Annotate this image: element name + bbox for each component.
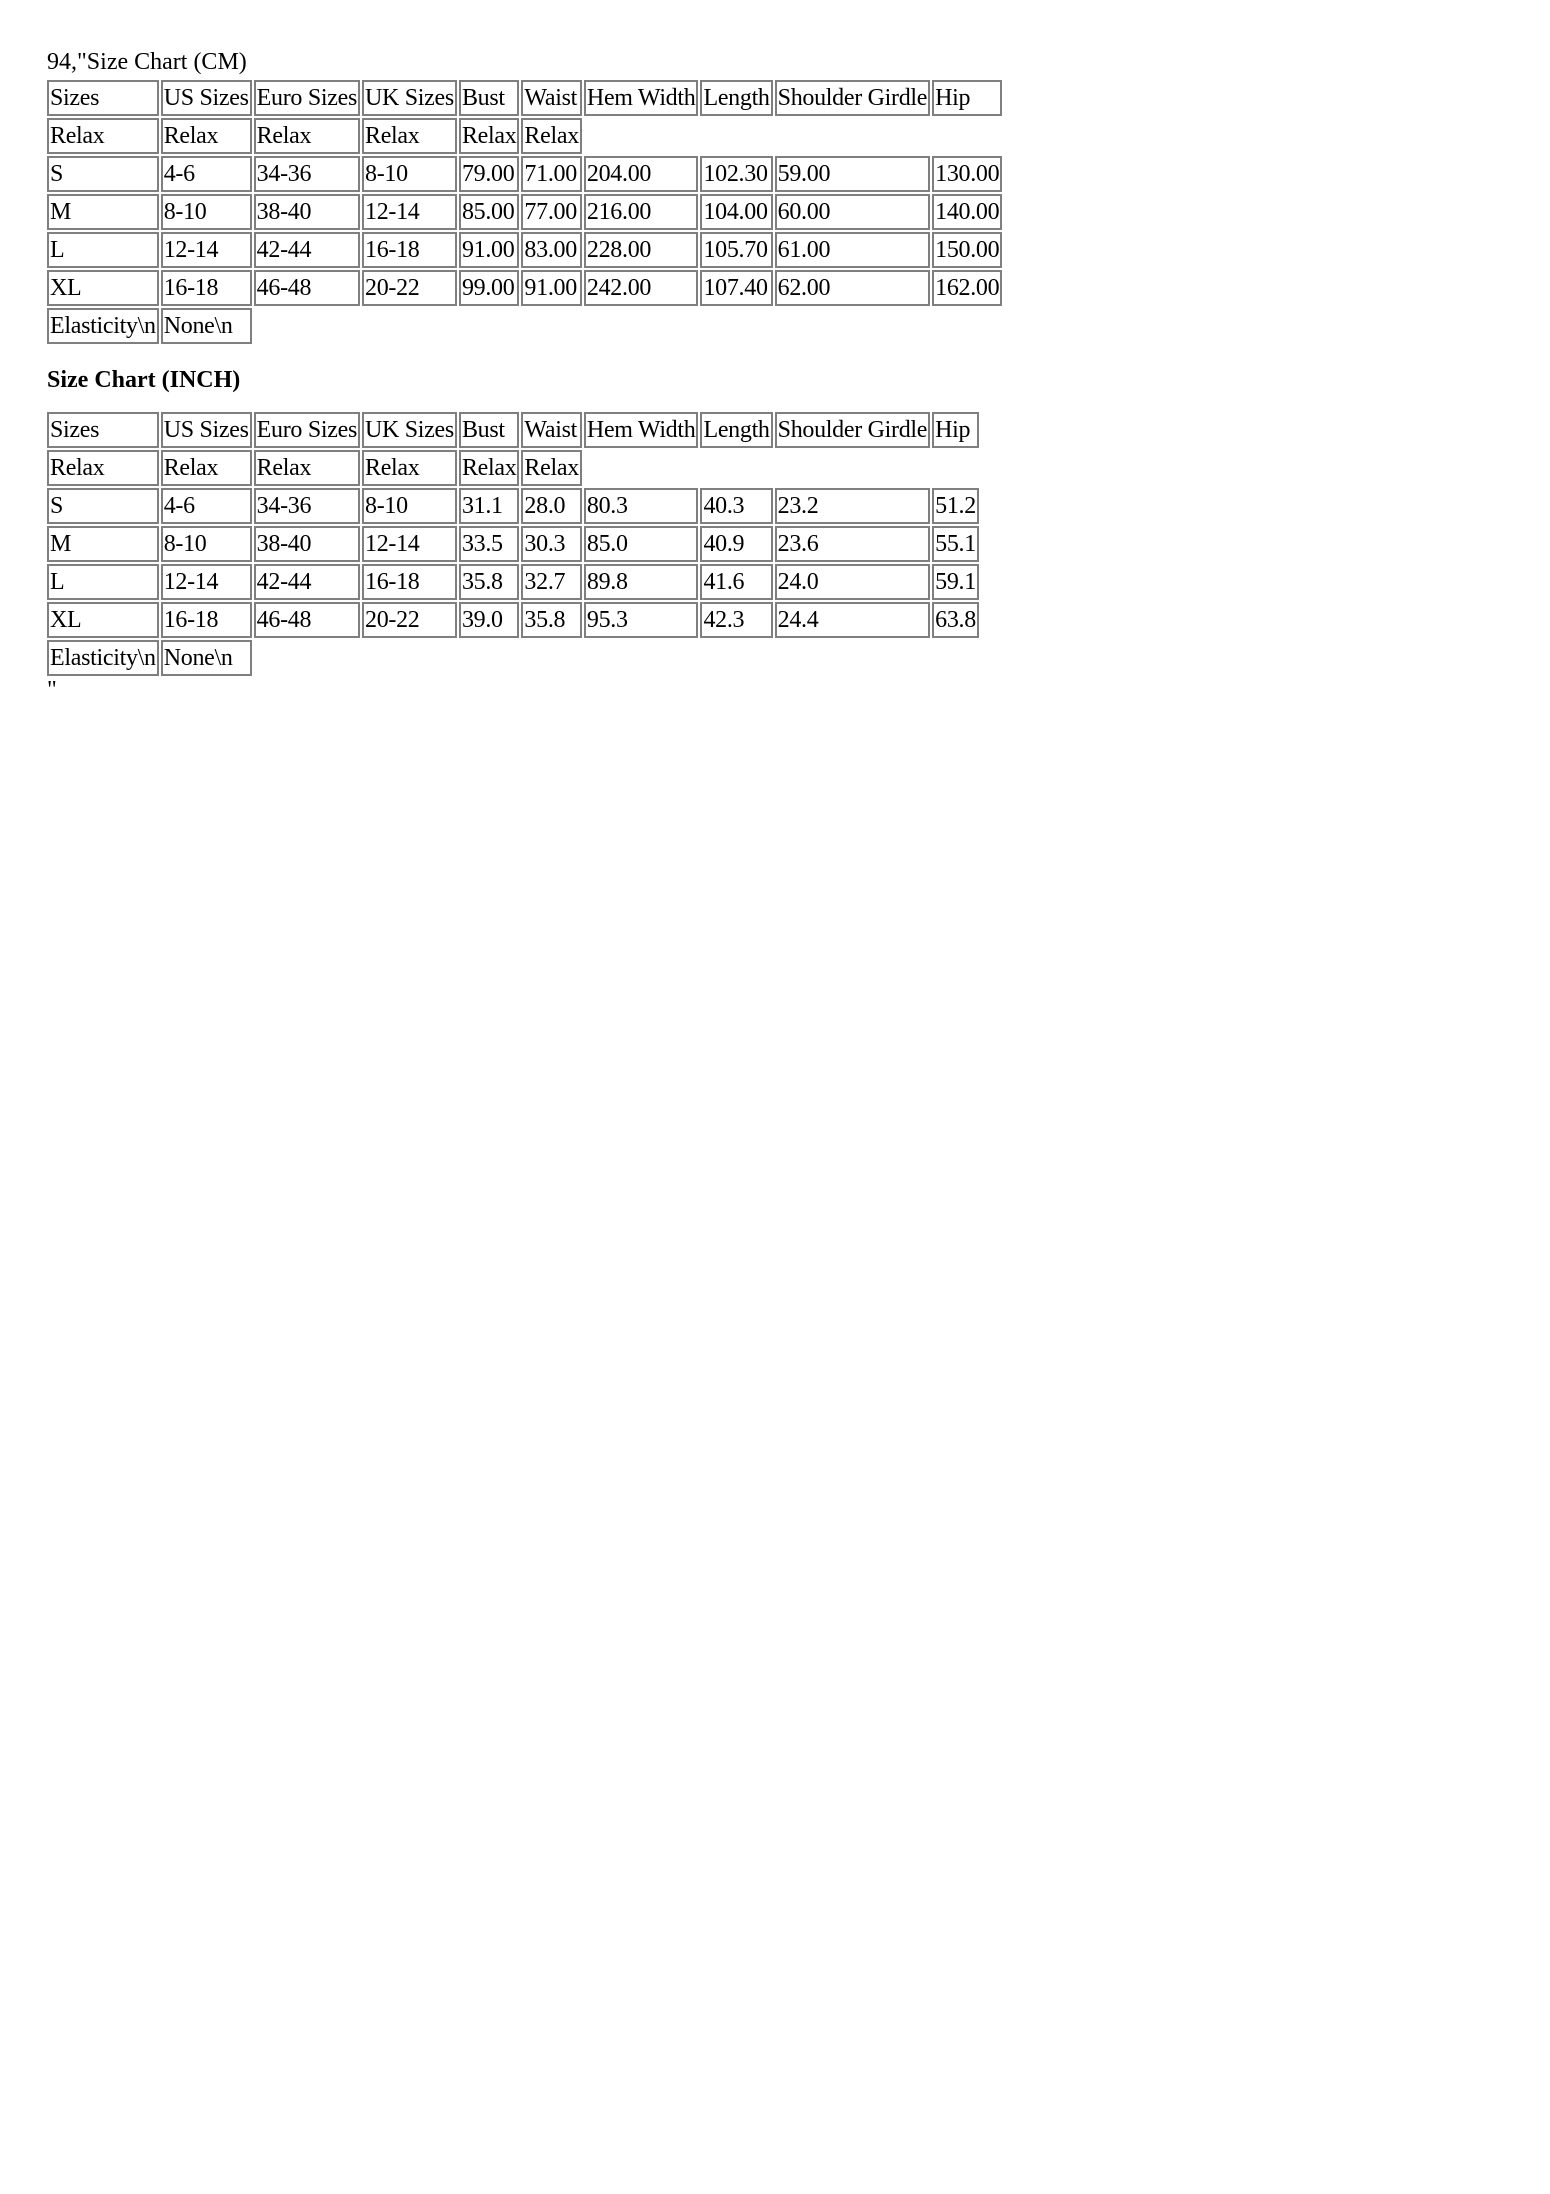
column-header: Waist	[521, 412, 581, 448]
table-cell: 23.6	[775, 526, 930, 562]
table-cell: 34-36	[254, 488, 360, 524]
table-cell: 12-14	[161, 232, 252, 268]
table-cell: 46-48	[254, 602, 360, 638]
relax-cell: Relax	[521, 118, 581, 154]
table-cell: 28.0	[521, 488, 581, 524]
table-cell: 242.00	[584, 270, 699, 306]
table-cell: 130.00	[932, 156, 1002, 192]
inch-size-table	[45, 410, 981, 678]
table-cell: 42.3	[700, 602, 772, 638]
table-cell: 89.8	[584, 564, 699, 600]
column-header: Shoulder Girdle	[775, 412, 930, 448]
table-cell: 51.2	[932, 488, 979, 524]
table-cell: 41.6	[700, 564, 772, 600]
table-cell: M	[47, 194, 159, 230]
table-cell: 61.00	[775, 232, 930, 268]
table-cell: 102.30	[700, 156, 772, 192]
table-cell: 85.0	[584, 526, 699, 562]
column-header: Shoulder Girdle	[775, 80, 930, 116]
column-header: Bust	[459, 412, 519, 448]
table-cell: 42-44	[254, 564, 360, 600]
table-cell: 38-40	[254, 194, 360, 230]
table-cell: 8-10	[161, 526, 252, 562]
table-cell: 83.00	[521, 232, 581, 268]
table-cell: 77.00	[521, 194, 581, 230]
table-cell: 62.00	[775, 270, 930, 306]
inch-size-chart-title: Size Chart (INCH)	[47, 367, 241, 393]
relax-cell: Relax	[47, 450, 159, 486]
table-cell: 33.5	[459, 526, 519, 562]
table-cell: S	[47, 488, 159, 524]
column-header: Hem Width	[584, 80, 699, 116]
table-cell: 216.00	[584, 194, 699, 230]
table-cell: 228.00	[584, 232, 699, 268]
column-header: Bust	[459, 80, 519, 116]
table-cell: 59.1	[932, 564, 979, 600]
table-row	[47, 564, 979, 600]
table-cell: 16-18	[362, 564, 457, 600]
table-cell: 91.00	[459, 232, 519, 268]
table-cell: 23.2	[775, 488, 930, 524]
table-row	[47, 602, 979, 638]
cm-size-chart-title: 94,"Size Chart (CM)	[47, 49, 247, 75]
column-header: Hip	[932, 80, 1002, 116]
relax-cell: Relax	[362, 450, 457, 486]
table-cell: 8-10	[362, 488, 457, 524]
relax-row	[47, 450, 979, 486]
table-cell: 24.0	[775, 564, 930, 600]
table-cell: 60.00	[775, 194, 930, 230]
elasticity-row	[47, 640, 979, 676]
relax-cell: Relax	[47, 118, 159, 154]
table-cell: 35.8	[521, 602, 581, 638]
table-cell: 8-10	[362, 156, 457, 192]
table-cell: 20-22	[362, 602, 457, 638]
table-cell: 16-18	[362, 232, 457, 268]
cm-size-table	[45, 78, 1004, 346]
table-cell: 30.3	[521, 526, 581, 562]
relax-cell: Relax	[459, 450, 519, 486]
table-row	[47, 194, 1002, 230]
column-header: Hem Width	[584, 412, 699, 448]
table-cell: 107.40	[700, 270, 772, 306]
column-header: Hip	[932, 412, 979, 448]
column-header: US Sizes	[161, 80, 252, 116]
table-cell: S	[47, 156, 159, 192]
table-row	[47, 488, 979, 524]
table-cell: XL	[47, 602, 159, 638]
table-cell: 16-18	[161, 602, 252, 638]
table-cell: 95.3	[584, 602, 699, 638]
column-header: UK Sizes	[362, 80, 457, 116]
table-cell: 42-44	[254, 232, 360, 268]
elasticity-cell: None\n	[161, 308, 252, 344]
table-cell: 162.00	[932, 270, 1002, 306]
table-cell: 55.1	[932, 526, 979, 562]
table-cell: 4-6	[161, 488, 252, 524]
column-header: Euro Sizes	[254, 80, 360, 116]
column-header: US Sizes	[161, 412, 252, 448]
table-cell: 140.00	[932, 194, 1002, 230]
relax-cell: Relax	[161, 118, 252, 154]
relax-cell: Relax	[459, 118, 519, 154]
column-header: Sizes	[47, 412, 159, 448]
table-cell: 32.7	[521, 564, 581, 600]
table-cell: 34-36	[254, 156, 360, 192]
column-header: UK Sizes	[362, 412, 457, 448]
relax-cell: Relax	[521, 450, 581, 486]
table-cell: 12-14	[362, 194, 457, 230]
header-row	[47, 80, 1002, 116]
table-cell: 63.8	[932, 602, 979, 638]
table-row	[47, 156, 1002, 192]
table-cell: 105.70	[700, 232, 772, 268]
table-cell: 4-6	[161, 156, 252, 192]
elasticity-cell: None\n	[161, 640, 252, 676]
column-header: Euro Sizes	[254, 412, 360, 448]
table-cell: 59.00	[775, 156, 930, 192]
table-row	[47, 526, 979, 562]
table-row	[47, 232, 1002, 268]
relax-cell: Relax	[362, 118, 457, 154]
table-row	[47, 270, 1002, 306]
column-header: Length	[700, 412, 772, 448]
document-page	[47, 48, 1004, 702]
relax-cell: Relax	[161, 450, 252, 486]
table-cell: XL	[47, 270, 159, 306]
table-cell: 85.00	[459, 194, 519, 230]
table-cell: 38-40	[254, 526, 360, 562]
elasticity-cell: Elasticity\n	[47, 640, 159, 676]
table-cell: L	[47, 232, 159, 268]
closing-quote: "	[47, 677, 57, 703]
table-cell: 99.00	[459, 270, 519, 306]
column-header: Waist	[521, 80, 581, 116]
table-cell: 79.00	[459, 156, 519, 192]
relax-cell: Relax	[254, 450, 360, 486]
table-cell: 24.4	[775, 602, 930, 638]
table-cell: 104.00	[700, 194, 772, 230]
relax-cell: Relax	[254, 118, 360, 154]
table-cell: 91.00	[521, 270, 581, 306]
elasticity-row	[47, 308, 1002, 344]
header-row	[47, 412, 979, 448]
table-cell: 31.1	[459, 488, 519, 524]
table-cell: 204.00	[584, 156, 699, 192]
table-cell: M	[47, 526, 159, 562]
table-cell: 16-18	[161, 270, 252, 306]
column-header: Sizes	[47, 80, 159, 116]
elasticity-cell: Elasticity\n	[47, 308, 159, 344]
table-cell: 40.3	[700, 488, 772, 524]
table-cell: 46-48	[254, 270, 360, 306]
table-cell: 20-22	[362, 270, 457, 306]
table-cell: 8-10	[161, 194, 252, 230]
table-cell: 150.00	[932, 232, 1002, 268]
column-header: Length	[700, 80, 772, 116]
table-cell: 12-14	[362, 526, 457, 562]
table-cell: 12-14	[161, 564, 252, 600]
relax-row	[47, 118, 1002, 154]
table-cell: 80.3	[584, 488, 699, 524]
table-cell: L	[47, 564, 159, 600]
table-cell: 71.00	[521, 156, 581, 192]
table-cell: 39.0	[459, 602, 519, 638]
table-cell: 40.9	[700, 526, 772, 562]
table-cell: 35.8	[459, 564, 519, 600]
